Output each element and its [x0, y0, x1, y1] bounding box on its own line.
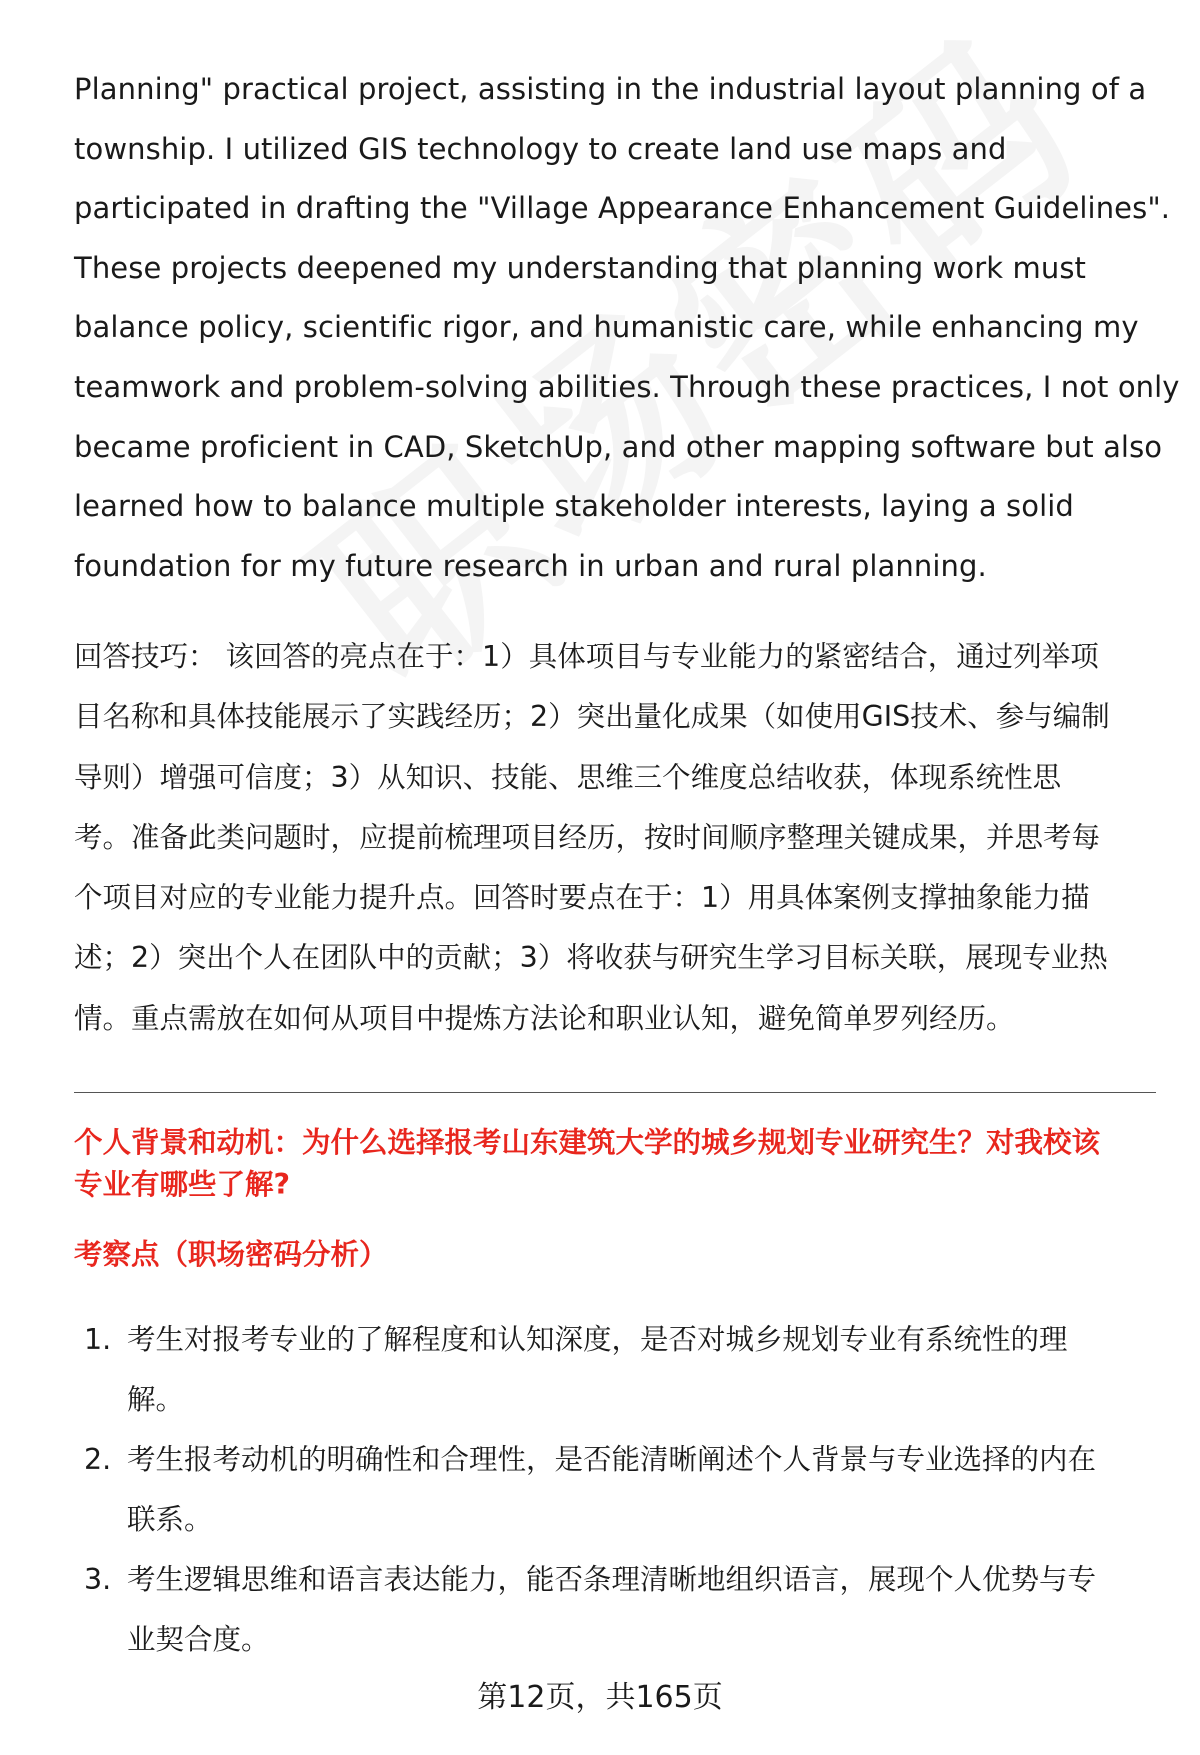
- paragraph-line: 个项目对应的专业能力提升点。回答时要点在于：1）用具体案例支撑抽象能力描: [74, 881, 1090, 915]
- paragraph-line: 述；2）突出个人在团队中的贡献；3）将收获与研究生学习目标关联，展现专业热: [74, 941, 1108, 975]
- paragraph-line: 考。准备此类问题时，应提前梳理项目经历，按时间顺序整理关键成果，并思考每: [74, 820, 1101, 854]
- paragraph-line: balance policy, scientific rigor, and humanistic care, while enhancing my: [74, 310, 1139, 345]
- paragraph-line: These projects deepened my understanding that planning work must: [74, 250, 1087, 285]
- paragraph-line: township. I utilized GIS technology to create land use maps and: [74, 131, 1007, 166]
- list-item: [74, 1430, 1164, 1550]
- english-answer-paragraph: [74, 60, 1180, 596]
- paragraph-line: foundation for my future research in urban and rural planning.: [74, 548, 987, 583]
- section-divider: [74, 1092, 1156, 1093]
- answer-tips-paragraph: [74, 627, 1164, 1049]
- paragraph-line: became proficient in CAD, SketchUp, and other mapping software but also: [74, 429, 1163, 464]
- paragraph-line: 导则）增强可信度；3）从知识、技能、思维三个维度总结收获，体现系统性思: [74, 760, 1062, 794]
- paragraph-line: 目名称和具体技能展示了实践经历；2）突出量化成果（如使用GIS技术、参与编制: [74, 700, 1110, 734]
- list-item: [74, 1310, 1164, 1430]
- list-item-line: 考生逻辑思维和语言表达能力，能否条理清晰地组织语言，展现个人优势与专: [127, 1563, 1097, 1596]
- list-item: [74, 1550, 1164, 1670]
- paragraph-line: participated in drafting the "Village Appearance Enhancement Guidelines".: [74, 191, 1171, 226]
- list-item-line: 联系。: [127, 1503, 213, 1536]
- paragraph-line: Planning" practical project, assisting in the industrial layout planning of a: [74, 72, 1147, 106]
- list-item-line: 考生报考动机的明确性和合理性，是否能清晰阐述个人背景与专业选择的内在: [127, 1443, 1097, 1476]
- list-item-number: 3.: [84, 1563, 112, 1596]
- assessment-heading: 考察点（职场密码分析）: [74, 1238, 388, 1271]
- paragraph-line: 回答技巧： 该回答的亮点在于：1）具体项目与专业能力的紧密结合，通过列举项: [74, 640, 1099, 673]
- paragraph-line: teamwork and problem-solving abilities. Through these practices, I not only: [74, 369, 1180, 404]
- list-item-line: 业契合度。: [127, 1623, 270, 1656]
- paragraph-line: learned how to balance multiple stakeholder interests, laying a solid: [74, 489, 1074, 524]
- list-item-line: 解。: [127, 1383, 185, 1416]
- question-line: 专业有哪些了解?: [74, 1168, 291, 1201]
- question-heading: [74, 1122, 1164, 1206]
- page-footer: 第12页，共165页: [477, 1680, 723, 1715]
- list-item-line: 考生对报考专业的了解程度和认知深度，是否对城乡规划专业有系统性的理: [127, 1323, 1068, 1356]
- paragraph-line: 情。重点需放在如何从项目中提炼方法论和职业认知，避免简单罗列经历。: [74, 1001, 1015, 1035]
- question-line: 个人背景和动机：为什么选择报考山东建筑大学的城乡规划专业研究生？对我校该: [74, 1126, 1101, 1159]
- list-item-number: 1.: [84, 1323, 112, 1356]
- list-item-number: 2.: [84, 1443, 112, 1476]
- assessment-list: [74, 1310, 1164, 1670]
